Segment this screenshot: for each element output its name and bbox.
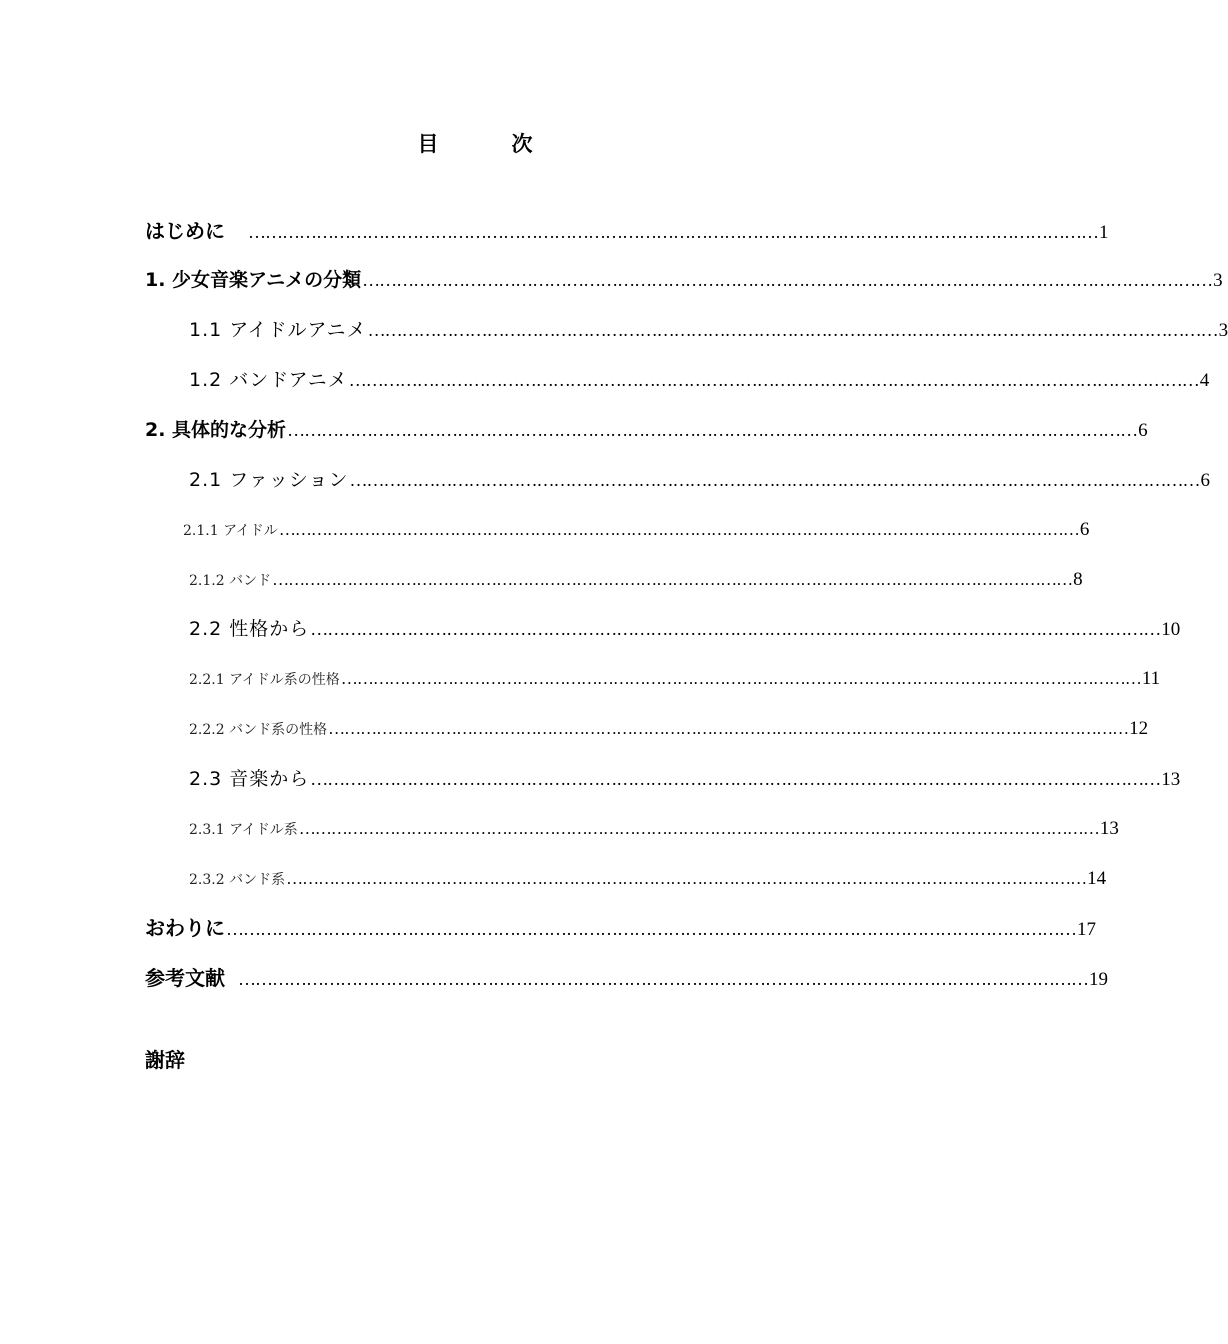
toc-entry-page: 6	[1079, 519, 1090, 540]
toc-entry-page: 12	[1129, 718, 1149, 739]
toc-leader-dots: ……………………………………………………………………………………………………………………………………	[349, 470, 1200, 490]
toc-entry-label: 1.1 アイドルアニメ	[189, 319, 367, 341]
toc-entry-page: 10	[1161, 619, 1181, 640]
toc-entry-subsection-2-1-2[interactable]	[189, 566, 1083, 594]
toc-entry-label: 参考文献	[145, 966, 225, 990]
toc-entry-page: 19	[1089, 969, 1108, 990]
toc-entry-label: 2.1.1 アイドル	[183, 523, 278, 539]
toc-leader-dots: ……………………………………………………………………………………………………………………………………	[286, 869, 1087, 888]
toc-entry-label: はじめに	[145, 219, 225, 243]
toc-title: 目 次	[417, 132, 559, 156]
toc-entry-page: 14	[1087, 868, 1107, 889]
toc-entry-section-1-1[interactable]	[189, 316, 1228, 344]
toc-leader-dots: ……………………………………………………………………………………………………………………………………	[310, 769, 1161, 789]
toc-leader-dots: ……………………………………………………………………………………………………………………………………	[362, 270, 1213, 290]
toc-entry-section-1-2[interactable]	[189, 366, 1210, 394]
toc-entry-references[interactable]	[145, 964, 1108, 992]
toc-leader-dots: ……………………………………………………………………………………………………………………………………	[298, 819, 1099, 838]
toc-entry-section-2-2[interactable]	[189, 615, 1181, 643]
toc-entry-page: 3	[1213, 270, 1223, 291]
toc-entry-page: 17	[1077, 919, 1096, 940]
toc-entry-page: 13	[1099, 818, 1119, 839]
toc-entry-label: 2.2 性格から	[189, 618, 310, 640]
toc-entry-page: 6	[1200, 470, 1210, 491]
toc-leader-dots: ……………………………………………………………………………………………………………………………………	[367, 320, 1218, 340]
toc-entry-label: 2.1.2 バンド	[189, 573, 272, 589]
toc-entry-label: 2.3 音楽から	[189, 768, 310, 790]
toc-leader-dots: ……………………………………………………………………………………………………………………………………	[287, 420, 1138, 440]
toc-leader-dots: ……………………………………………………………………………………………………………………………………	[272, 570, 1073, 589]
toc-entry-label: 2.3.2 バンド系	[189, 872, 286, 888]
toc-leader-dots: ……………………………………………………………………………………………………………………………………	[226, 919, 1076, 939]
toc-entry-subsection-2-3-1[interactable]	[189, 815, 1119, 843]
toc-leader-dots: ……………………………………………………………………………………………………………………………………	[328, 719, 1129, 738]
toc-entry-label: 2.3.1 アイドル系	[189, 822, 298, 838]
toc-entry-label: 1. 少女音楽アニメの分類	[145, 269, 362, 291]
toc-entry-subsection-2-2-2[interactable]	[189, 715, 1149, 743]
toc-entry-subsection-2-3-2[interactable]	[189, 865, 1107, 893]
toc-entry-label: 2. 具体的な分析	[145, 419, 287, 441]
toc-entry-section-2-3[interactable]	[189, 765, 1181, 793]
toc-leader-dots: ……………………………………………………………………………………………………………………………………	[278, 520, 1079, 539]
toc-entry-chapter-1[interactable]	[145, 266, 1223, 294]
toc-entry-page: 4	[1199, 370, 1210, 391]
toc-entry-introduction[interactable]	[145, 217, 1109, 245]
toc-entry-chapter-2[interactable]	[145, 416, 1148, 444]
toc-entry-conclusion[interactable]	[145, 914, 1096, 942]
toc-leader-dots: ……………………………………………………………………………………………………………………………………	[340, 669, 1141, 688]
toc-entry-page: 3	[1218, 320, 1228, 341]
toc-entry-label: 2.2.1 アイドル系の性格	[189, 672, 340, 688]
toc-entry-label: おわりに	[145, 916, 225, 940]
toc-entry-page: 13	[1161, 769, 1181, 790]
toc-entry-subsection-2-1-1[interactable]	[183, 516, 1090, 544]
toc-entry-label: 2.2.2 バンド系の性格	[189, 722, 328, 738]
toc-entry-label: 2.1 ファッション	[189, 469, 349, 491]
toc-leader-dots: ……………………………………………………………………………………………………………………………………	[238, 969, 1088, 989]
toc-entry-label: 1.2 バンドアニメ	[189, 369, 348, 391]
toc-entry-page: 1	[1099, 222, 1109, 243]
toc-entry-acknowledgment[interactable]: 謝辞	[145, 1048, 185, 1072]
toc-leader-dots: ……………………………………………………………………………………………………………………………………	[248, 222, 1098, 242]
toc-entry-subsection-2-2-1[interactable]	[189, 665, 1161, 693]
toc-entry-page: 11	[1141, 668, 1161, 689]
toc-entry-page: 8	[1073, 569, 1083, 590]
toc-entry-page: 6	[1138, 420, 1148, 441]
toc-leader-dots: ……………………………………………………………………………………………………………………………………	[348, 370, 1199, 390]
toc-entry-section-2-1[interactable]	[189, 466, 1210, 494]
toc-leader-dots: ……………………………………………………………………………………………………………………………………	[310, 619, 1161, 639]
